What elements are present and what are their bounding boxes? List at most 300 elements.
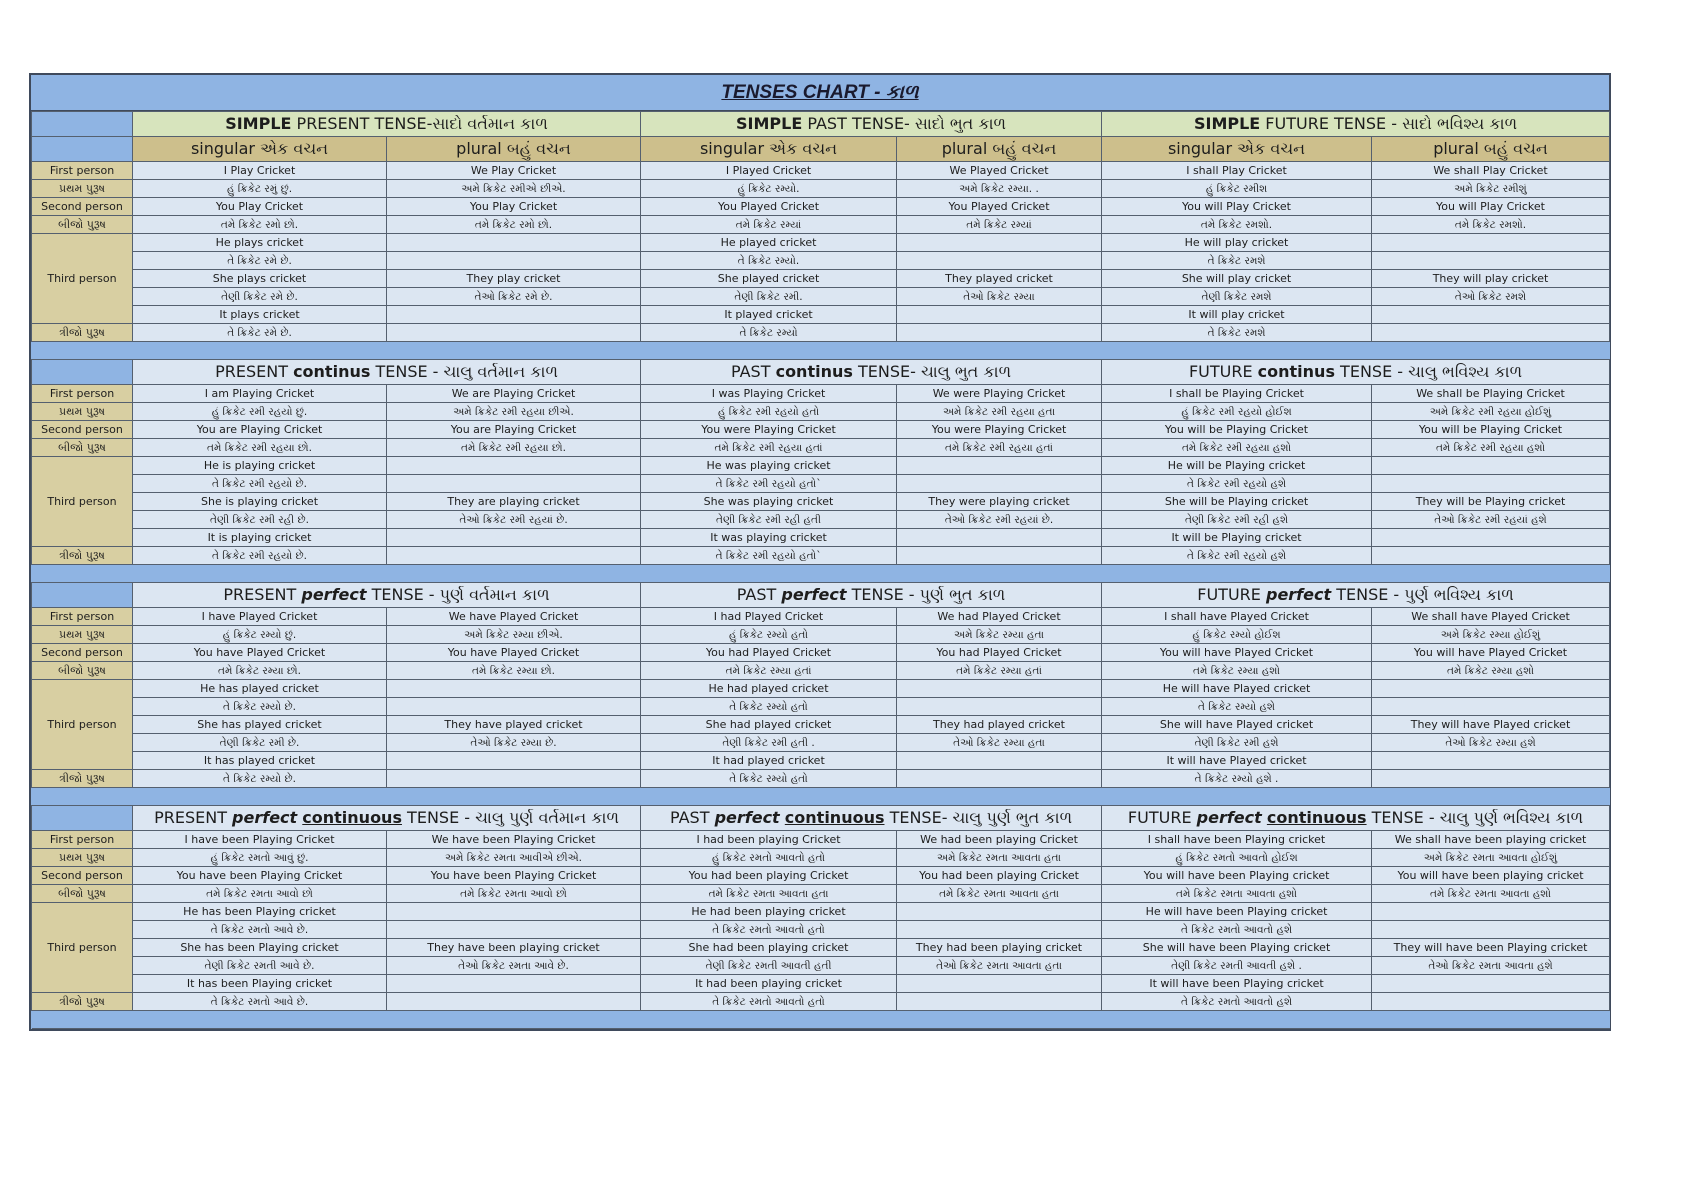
- sentence-cell: [1372, 993, 1610, 1011]
- sentence-cell: [1372, 903, 1610, 921]
- sentence-cell: I shall have Played Cricket: [1102, 608, 1372, 626]
- sentence-cell: [387, 698, 641, 716]
- sentence-cell: You Play Cricket: [133, 198, 387, 216]
- sentence-cell: તે ક્રિકેટ રમતો આવે છે.: [133, 993, 387, 1011]
- tense-row: [32, 849, 1610, 867]
- sentence-cell: They will play cricket: [1372, 270, 1610, 288]
- tense-keyword: perfect: [714, 808, 780, 827]
- sentence-cell: તેઓ ક્રિકેટ રમ્યા હતા: [897, 734, 1102, 752]
- sentence-cell: તે ક્રિકેટ રમ્યો: [641, 324, 897, 342]
- sentence-cell: He has played cricket: [133, 680, 387, 698]
- sentence-cell: [897, 993, 1102, 1011]
- sentence-cell: [897, 457, 1102, 475]
- sentence-cell: તેઓ ક્રિકેટ રમી રહયાં હશે: [1372, 511, 1610, 529]
- separator-cell: [32, 788, 1610, 806]
- sentence-cell: તે ક્રિકેટ રમ્યો હશે: [1102, 698, 1372, 716]
- sentence-cell: It will have Played cricket: [1102, 752, 1372, 770]
- sentence-cell: તેણી ક્રિકેટ રમતી આવે છે.: [133, 957, 387, 975]
- sentence-cell: You are Playing Cricket: [133, 421, 387, 439]
- sentence-cell: તે ક્રિકેટ રમતો આવતો હતો: [641, 921, 897, 939]
- tense-row: [32, 921, 1610, 939]
- plural-header: plural બહું વચન: [897, 137, 1102, 162]
- sentence-cell: They had been playing cricket: [897, 939, 1102, 957]
- sentence-cell: [897, 529, 1102, 547]
- number-spacer: [32, 137, 133, 162]
- section-separator: [32, 788, 1610, 806]
- sentence-cell: [1372, 921, 1610, 939]
- tense-header: [1102, 806, 1610, 831]
- sentence-cell: અમે ક્રિકેટ રમ્યા હોઈશું: [1372, 626, 1610, 644]
- tense-row: [32, 385, 1610, 403]
- tense-header-text: TENSE- ચાલુ પુર્ણ ભુત કાળ: [884, 808, 1073, 827]
- sentence-cell: They are playing cricket: [387, 493, 641, 511]
- tense-row: [32, 831, 1610, 849]
- number-header-row: [32, 137, 1610, 162]
- tense-keyword: SIMPLE: [736, 114, 803, 133]
- sentence-cell: તેણી ક્રિકેટ રમી હતી .: [641, 734, 897, 752]
- tense-header-row: [32, 360, 1610, 385]
- sentence-cell: અમે ક્રિકેટ રમતા આવીએ છીએ.: [387, 849, 641, 867]
- sentence-cell: તે ક્રિકેટ રમતો આવતો હશે: [1102, 921, 1372, 939]
- sentence-cell: હું ક્રિકેટ રમી રહયો છું.: [133, 403, 387, 421]
- tense-header-text: TENSE - ચાલુ પુર્ણ ભવિશ્ય કાળ: [1366, 808, 1584, 827]
- sentence-cell: You had been playing Cricket: [897, 867, 1102, 885]
- singular-header: singular એક વચન: [1102, 137, 1372, 162]
- tense-row: [32, 716, 1610, 734]
- person-label: ત્રીજો પુરૂષ: [32, 324, 133, 342]
- sentence-cell: [1372, 770, 1610, 788]
- sentence-cell: તમે ક્રિકેટ રમ્યા હશો: [1102, 662, 1372, 680]
- sentence-cell: We have been Playing Cricket: [387, 831, 641, 849]
- sentence-cell: I have been Playing Cricket: [133, 831, 387, 849]
- sentence-cell: તે ક્રિકેટ રમતો આવતો હશે: [1102, 993, 1372, 1011]
- person-label: પ્રથમ પુરૂષ: [32, 403, 133, 421]
- sentence-cell: તે ક્રિકેટ રમી રહયો હશે: [1102, 547, 1372, 565]
- sentence-cell: [387, 752, 641, 770]
- singular-header: singular એક વચન: [133, 137, 387, 162]
- sentence-cell: તેઓ ક્રિકેટ રમ્યા હશે: [1372, 734, 1610, 752]
- sentence-cell: [387, 234, 641, 252]
- person-label: પ્રથમ પુરૂષ: [32, 626, 133, 644]
- sentence-cell: They had played cricket: [897, 716, 1102, 734]
- person-label: First person: [32, 385, 133, 403]
- person-label: Third person: [32, 234, 133, 324]
- sentence-cell: તમે ક્રિકેટ રમો છો.: [387, 216, 641, 234]
- sentence-cell: [1372, 234, 1610, 252]
- sentence-cell: [1372, 475, 1610, 493]
- tense-row: [32, 885, 1610, 903]
- sentence-cell: તેણી ક્રિકેટ રમે છે.: [133, 288, 387, 306]
- sentence-cell: She was playing cricket: [641, 493, 897, 511]
- sentence-cell: [1372, 529, 1610, 547]
- tense-header-text: PRESENT TENSE-સાદો વર્તમાન કાળ: [291, 114, 548, 133]
- sentence-cell: It will have been Playing cricket: [1102, 975, 1372, 993]
- sentence-cell: You have been Playing Cricket: [387, 867, 641, 885]
- tense-row: [32, 662, 1610, 680]
- sentence-cell: તે ક્રિકેટ રમે છે.: [133, 252, 387, 270]
- separator-cell: [32, 565, 1610, 583]
- sentence-cell: તે ક્રિકેટ રમશે: [1102, 252, 1372, 270]
- sentence-cell: તે ક્રિકેટ રમ્યો છે.: [133, 698, 387, 716]
- tense-header-text: PAST: [669, 808, 715, 827]
- sentence-cell: You were Playing Cricket: [897, 421, 1102, 439]
- sentence-cell: You were Playing Cricket: [641, 421, 897, 439]
- sentence-cell: તમે ક્રિકેટ રમ્યા છો.: [387, 662, 641, 680]
- tense-row: [32, 734, 1610, 752]
- sentence-cell: તમે ક્રિકેટ રમી રહયા હશો: [1372, 439, 1610, 457]
- tense-row: [32, 644, 1610, 662]
- person-label: Third person: [32, 903, 133, 993]
- tense-header-text: PRESENT: [215, 362, 294, 381]
- sentence-cell: હું ક્રિકેટ રમતો આવું છું.: [133, 849, 387, 867]
- sentence-cell: [1372, 547, 1610, 565]
- sentence-cell: It has played cricket: [133, 752, 387, 770]
- tense-header-text: PRESENT: [223, 585, 302, 604]
- separator-cell: [32, 1011, 1610, 1029]
- sentence-cell: તેણી ક્રિકેટ રમતી આવતી હતી: [641, 957, 897, 975]
- sentence-cell: તે ક્રિકેટ રમ્યો હતો: [641, 770, 897, 788]
- sentence-cell: He will have Played cricket: [1102, 680, 1372, 698]
- sentence-cell: તમે ક્રિકેટ રમતા આવતા હતા: [641, 885, 897, 903]
- tense-row: [32, 903, 1610, 921]
- sentence-cell: હું ક્રિકેટ રમતો આવતો હતો: [641, 849, 897, 867]
- sentence-cell: They will be Playing cricket: [1372, 493, 1610, 511]
- sentence-cell: અમે ક્રિકેટ રમી રહયા હતા: [897, 403, 1102, 421]
- plural-header: plural બહું વચન: [1372, 137, 1610, 162]
- sentence-cell: તમે ક્રિકેટ રમ્યા હતાં: [641, 662, 897, 680]
- sentence-cell: We shall have Played Cricket: [1372, 608, 1610, 626]
- sentence-cell: [897, 752, 1102, 770]
- sentence-cell: તે ક્રિકેટ રમશે: [1102, 324, 1372, 342]
- sentence-cell: We shall have been playing cricket: [1372, 831, 1610, 849]
- sentence-cell: અમે ક્રિકેટ રમી રહયા હોઈશું: [1372, 403, 1610, 421]
- tense-row: [32, 180, 1610, 198]
- tense-keyword: continus: [1257, 362, 1335, 381]
- separator-cell: [32, 342, 1610, 360]
- tense-row: [32, 252, 1610, 270]
- sentence-cell: [1372, 698, 1610, 716]
- sentence-cell: You will have been Playing cricket: [1102, 867, 1372, 885]
- sentence-cell: She had played cricket: [641, 716, 897, 734]
- person-label: બીજો પુરૂષ: [32, 885, 133, 903]
- tense-row: [32, 403, 1610, 421]
- person-label: પ્રથમ પુરૂષ: [32, 180, 133, 198]
- sentence-cell: You will Play Cricket: [1372, 198, 1610, 216]
- tense-row: [32, 698, 1610, 716]
- sentence-cell: તે ક્રિકેટ રમી રહયો હતો`: [641, 547, 897, 565]
- header-spacer: [32, 806, 133, 831]
- sentence-cell: તેઓ ક્રિકેટ રમતા આવતા હતા: [897, 957, 1102, 975]
- tense-row: [32, 957, 1610, 975]
- sentence-cell: તમે ક્રિકેટ રમી રહયા હતાં: [641, 439, 897, 457]
- sentence-cell: You Played Cricket: [641, 198, 897, 216]
- sentence-cell: [897, 921, 1102, 939]
- sentence-cell: તે ક્રિકેટ રમી રહયો હશે: [1102, 475, 1372, 493]
- sentence-cell: [387, 770, 641, 788]
- tense-header-text: PAST TENSE- સાદો ભુત કાળ: [802, 114, 1007, 133]
- tense-keyword-2: continuous: [1266, 808, 1367, 827]
- sentence-cell: તે ક્રિકેટ રમી રહયો હતો`: [641, 475, 897, 493]
- sentence-cell: They will have Played cricket: [1372, 716, 1610, 734]
- sentence-cell: I Play Cricket: [133, 162, 387, 180]
- person-label: ત્રીજો પુરૂષ: [32, 547, 133, 565]
- sentence-cell: તમે ક્રિકેટ રમ્યા હશો: [1372, 662, 1610, 680]
- person-label: Second person: [32, 867, 133, 885]
- person-label: ત્રીજો પુરૂષ: [32, 993, 133, 1011]
- tense-header-text: TENSE- ચાલુ ભુત કાળ: [852, 362, 1012, 381]
- sentence-cell: [387, 975, 641, 993]
- tense-row: [32, 993, 1610, 1011]
- tense-keyword-2: continuous: [302, 808, 402, 827]
- tense-row: [32, 770, 1610, 788]
- sentence-cell: અમે ક્રિકેટ રમીએ છીએ.: [387, 180, 641, 198]
- sentence-cell: She will have been Playing cricket: [1102, 939, 1372, 957]
- sentence-cell: [897, 698, 1102, 716]
- sentence-cell: તેણી ક્રિકેટ રમી રહી હશે: [1102, 511, 1372, 529]
- sentence-cell: તે ક્રિકેટ રમ્યો હશે .: [1102, 770, 1372, 788]
- sentence-cell: તમે ક્રિકેટ રમી રહયા છો.: [387, 439, 641, 457]
- sentence-cell: He has been Playing cricket: [133, 903, 387, 921]
- tense-keyword: continus: [293, 362, 371, 381]
- sentence-cell: [897, 770, 1102, 788]
- sentence-cell: અમે ક્રિકેટ રમતા આવતા હોઈશું: [1372, 849, 1610, 867]
- sentence-cell: અમે ક્રિકેટ રમી રહયા છીએ.: [387, 403, 641, 421]
- sentence-cell: [387, 993, 641, 1011]
- tense-header-row: [32, 583, 1610, 608]
- sentence-cell: તે ક્રિકેટ રમ્યો હતો: [641, 698, 897, 716]
- sentence-cell: તેઓ ક્રિકેટ રમે છે.: [387, 288, 641, 306]
- sentence-cell: I had been playing Cricket: [641, 831, 897, 849]
- sentence-cell: તે ક્રિકેટ રમે છે.: [133, 324, 387, 342]
- tense-header: [641, 806, 1102, 831]
- sentence-cell: તેઓ ક્રિકેટ રમતા આવતા હશે: [1372, 957, 1610, 975]
- sentence-cell: She will have Played cricket: [1102, 716, 1372, 734]
- person-label: Third person: [32, 680, 133, 770]
- sentence-cell: [387, 252, 641, 270]
- sentence-cell: [387, 921, 641, 939]
- sentence-cell: તેઓ ક્રિકેટ રમ્યા: [897, 288, 1102, 306]
- tense-row: [32, 306, 1610, 324]
- sentence-cell: [1372, 252, 1610, 270]
- sentence-cell: [1372, 324, 1610, 342]
- sentence-cell: It had been playing cricket: [641, 975, 897, 993]
- sentence-cell: હું ક્રિકેટ રમી રહયો હતો: [641, 403, 897, 421]
- sentence-cell: અમે ક્રિકેટ રમીશું: [1372, 180, 1610, 198]
- tense-header-text: PAST: [736, 585, 782, 604]
- sentence-cell: [897, 252, 1102, 270]
- sentence-cell: They play cricket: [387, 270, 641, 288]
- sentence-cell: તેણી ક્રિકેટ રમી રહી છે.: [133, 511, 387, 529]
- tense-header: [1102, 583, 1610, 608]
- sentence-cell: તેણી ક્રિકેટ રમશે: [1102, 288, 1372, 306]
- sentence-cell: It will be Playing cricket: [1102, 529, 1372, 547]
- sentence-cell: It had played cricket: [641, 752, 897, 770]
- sentence-cell: You had Played Cricket: [641, 644, 897, 662]
- tense-row: [32, 975, 1610, 993]
- tense-row: [32, 511, 1610, 529]
- tense-row: [32, 457, 1610, 475]
- sentence-cell: હું ક્રિકેટ રમતો આવતો હોઈશ: [1102, 849, 1372, 867]
- tense-row: [32, 939, 1610, 957]
- sentence-cell: [897, 903, 1102, 921]
- sentence-cell: I have Played Cricket: [133, 608, 387, 626]
- sentence-cell: તમે ક્રિકેટ રમ્યા હતાં: [897, 662, 1102, 680]
- sentence-cell: તેણી ક્રિકેટ રમી રહી હતી: [641, 511, 897, 529]
- sentence-cell: તમે ક્રિકેટ રમશો.: [1102, 216, 1372, 234]
- chart-title-bar: [31, 75, 1609, 111]
- sentence-cell: તમે ક્રિકેટ રમી રહયા છો.: [133, 439, 387, 457]
- tense-header-text: TENSE - પુર્ણ વર્તમાન કાળ: [366, 585, 550, 604]
- tense-row: [32, 529, 1610, 547]
- sentence-cell: He will be Playing cricket: [1102, 457, 1372, 475]
- tense-keyword: continus: [775, 362, 853, 381]
- tense-header-text: FUTURE TENSE - સાદો ભવિશ્ય કાળ: [1260, 114, 1518, 133]
- sentence-cell: You had been playing Cricket: [641, 867, 897, 885]
- sentence-cell: It was playing cricket: [641, 529, 897, 547]
- sentence-cell: You have been Playing Cricket: [133, 867, 387, 885]
- sentence-cell: They were playing cricket: [897, 493, 1102, 511]
- tense-header-text: PRESENT: [154, 808, 233, 827]
- person-label: Second person: [32, 644, 133, 662]
- sentence-cell: She has been Playing cricket: [133, 939, 387, 957]
- sentence-cell: તમે ક્રિકેટ રમો છો.: [133, 216, 387, 234]
- sentence-cell: તમે ક્રિકેટ રમ્યાં: [897, 216, 1102, 234]
- sentence-cell: [387, 547, 641, 565]
- sentence-cell: [897, 547, 1102, 565]
- sentence-cell: He will have been Playing cricket: [1102, 903, 1372, 921]
- tense-header-text: FUTURE: [1197, 585, 1266, 604]
- sentence-cell: તેઓ ક્રિકેટ રમી રહયાં છે.: [387, 511, 641, 529]
- sentence-cell: We shall Play Cricket: [1372, 162, 1610, 180]
- sentence-cell: It played cricket: [641, 306, 897, 324]
- tense-keyword: perfect: [781, 585, 847, 604]
- sentence-cell: You had Played Cricket: [897, 644, 1102, 662]
- sentence-cell: તમે ક્રિકેટ રમતા આવતા હશો: [1372, 885, 1610, 903]
- person-label: Third person: [32, 457, 133, 547]
- sentence-cell: [1372, 457, 1610, 475]
- tense-row: [32, 752, 1610, 770]
- sentence-cell: હું ક્રિકેટ રમ્યો.: [641, 180, 897, 198]
- sentence-cell: [897, 234, 1102, 252]
- sentence-cell: તમે ક્રિકેટ રમી રહયા હશો: [1102, 439, 1372, 457]
- sentence-cell: I shall have been Playing cricket: [1102, 831, 1372, 849]
- sentence-cell: તેણી ક્રિકેટ રમી છે.: [133, 734, 387, 752]
- tense-keyword: perfect: [1196, 808, 1262, 827]
- sentence-cell: We are Playing Cricket: [387, 385, 641, 403]
- sentence-cell: તે ક્રિકેટ રમી રહયો છે.: [133, 547, 387, 565]
- tense-header-text: PAST: [730, 362, 776, 381]
- person-label: Second person: [32, 198, 133, 216]
- sentence-cell: [897, 680, 1102, 698]
- tense-row: [32, 288, 1610, 306]
- tense-header: [1102, 112, 1610, 137]
- sentence-cell: [1372, 752, 1610, 770]
- section-separator: [32, 565, 1610, 583]
- sentence-cell: We have Played Cricket: [387, 608, 641, 626]
- person-label: બીજો પુરૂષ: [32, 216, 133, 234]
- sentence-cell: તેણી ક્રિકેટ રમી હશે: [1102, 734, 1372, 752]
- sentence-cell: He will play cricket: [1102, 234, 1372, 252]
- sentence-cell: તેણી ક્રિકેટ રમી.: [641, 288, 897, 306]
- header-spacer: [32, 360, 133, 385]
- tense-row: [32, 626, 1610, 644]
- tense-keyword: SIMPLE: [225, 114, 292, 133]
- tense-row: [32, 547, 1610, 565]
- sentence-cell: We had been playing Cricket: [897, 831, 1102, 849]
- sentence-cell: હું ક્રિકેટ રમ્યો છું.: [133, 626, 387, 644]
- sentence-cell: તમે ક્રિકેટ રમતા આવતા હશો: [1102, 885, 1372, 903]
- sentence-cell: You have Played Cricket: [387, 644, 641, 662]
- tense-header: [641, 583, 1102, 608]
- sentence-cell: હું ક્રિકેટ રમું છું.: [133, 180, 387, 198]
- sentence-cell: She has played cricket: [133, 716, 387, 734]
- sentence-cell: You will have Played Cricket: [1372, 644, 1610, 662]
- person-label: First person: [32, 608, 133, 626]
- tense-keyword-2: continuous: [784, 808, 885, 827]
- sentence-cell: હું ક્રિકેટ રમીશ: [1102, 180, 1372, 198]
- section-separator: [32, 342, 1610, 360]
- sentence-cell: You will be Playing Cricket: [1372, 421, 1610, 439]
- person-label: First person: [32, 831, 133, 849]
- tense-header: [1102, 360, 1610, 385]
- sentence-cell: [897, 324, 1102, 342]
- tense-header-text: TENSE - ચાલુ ભવિશ્ય કાળ: [1334, 362, 1523, 381]
- sentence-cell: [1372, 975, 1610, 993]
- sentence-cell: He is playing cricket: [133, 457, 387, 475]
- tense-header-row: [32, 806, 1610, 831]
- sentence-cell: You Played Cricket: [897, 198, 1102, 216]
- sentence-cell: She played cricket: [641, 270, 897, 288]
- tense-header-text: TENSE - પુર્ણ ભવિશ્ય કાળ: [1331, 585, 1514, 604]
- sentence-cell: They will have been Playing cricket: [1372, 939, 1610, 957]
- tense-header-text: FUTURE: [1127, 808, 1197, 827]
- tense-row: [32, 608, 1610, 626]
- sentence-cell: It will play cricket: [1102, 306, 1372, 324]
- sentence-cell: He had been playing cricket: [641, 903, 897, 921]
- tense-header-row: [32, 112, 1610, 137]
- sentence-cell: [387, 529, 641, 547]
- tense-row: [32, 324, 1610, 342]
- tense-header-text: FUTURE: [1188, 362, 1258, 381]
- person-label: બીજો પુરૂષ: [32, 439, 133, 457]
- tense-row: [32, 475, 1610, 493]
- sentence-cell: તમે ક્રિકેટ રમતા આવો છો: [387, 885, 641, 903]
- sentence-cell: I am Playing Cricket: [133, 385, 387, 403]
- person-label: Second person: [32, 421, 133, 439]
- tense-row: [32, 867, 1610, 885]
- sentence-cell: [1372, 680, 1610, 698]
- sentence-cell: You will have Played Cricket: [1102, 644, 1372, 662]
- sentence-cell: She plays cricket: [133, 270, 387, 288]
- sentence-cell: They played cricket: [897, 270, 1102, 288]
- person-label: ત્રીજો પુરૂષ: [32, 770, 133, 788]
- sentence-cell: We had Played Cricket: [897, 608, 1102, 626]
- tense-row: [32, 234, 1610, 252]
- sentence-cell: [897, 306, 1102, 324]
- header-spacer: [32, 583, 133, 608]
- sentence-cell: I shall Play Cricket: [1102, 162, 1372, 180]
- tense-row: [32, 421, 1610, 439]
- tense-keyword: SIMPLE: [1193, 114, 1261, 133]
- sentence-cell: We Played Cricket: [897, 162, 1102, 180]
- sentence-cell: It has been Playing cricket: [133, 975, 387, 993]
- sentence-cell: તે ક્રિકેટ રમી રહયો છે.: [133, 475, 387, 493]
- tense-header-text: TENSE - ચાલુ પુર્ણ વર્તમાન કાળ: [401, 808, 619, 827]
- sentence-cell: He played cricket: [641, 234, 897, 252]
- sentence-cell: [1372, 306, 1610, 324]
- singular-header: singular એક વચન: [641, 137, 897, 162]
- chart-title: TENSES CHART - કાળ: [721, 81, 919, 103]
